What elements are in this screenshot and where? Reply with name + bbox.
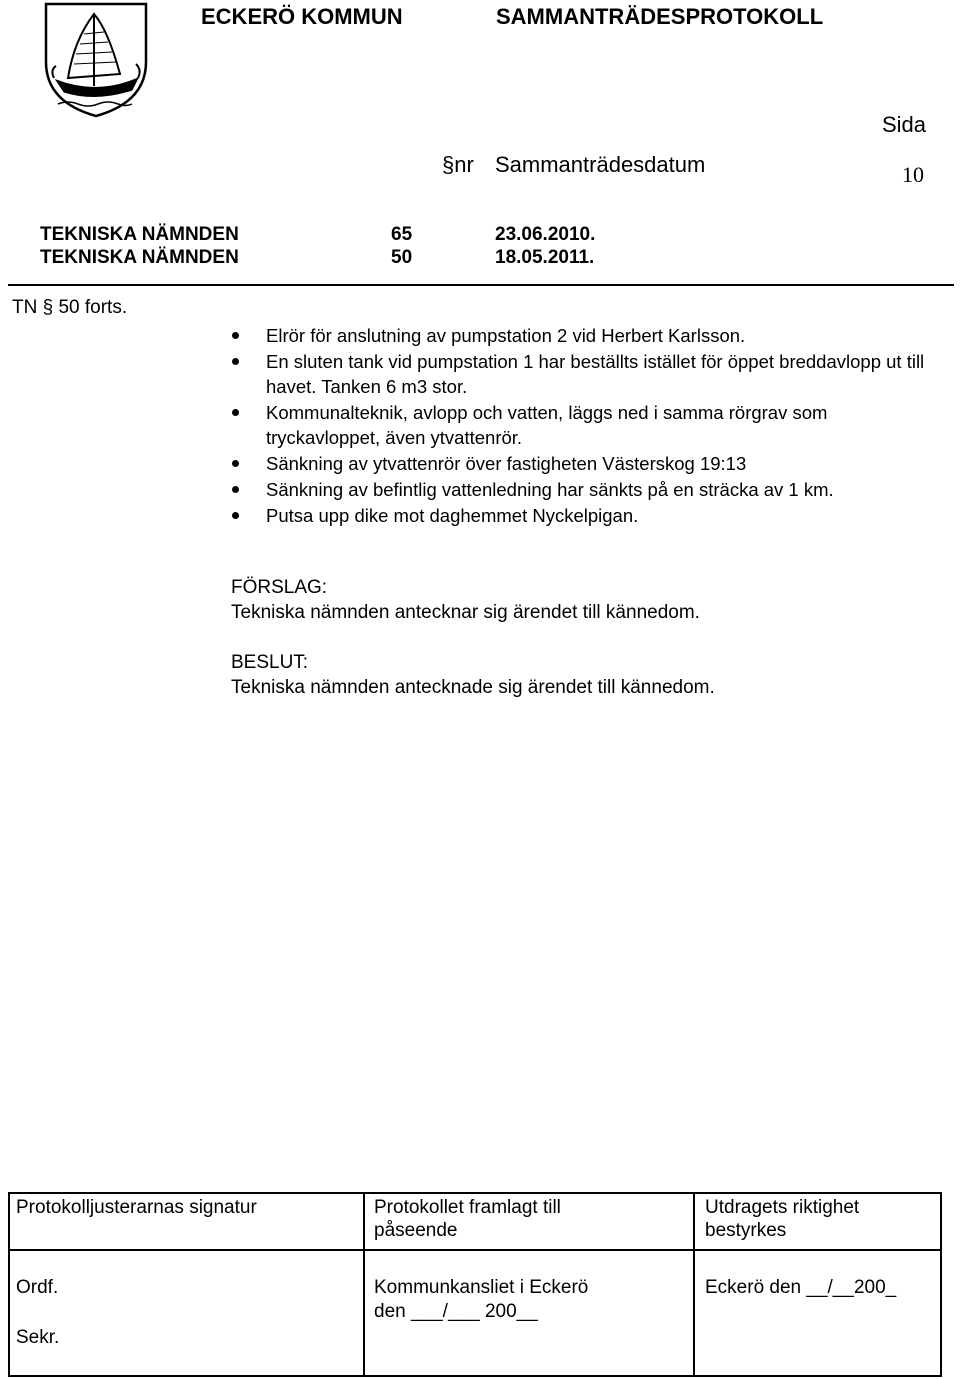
list-item: Elrör för anslutning av pumpstation 2 vid Herbert Karlsson. bbox=[230, 323, 930, 348]
signature-header: Protokolljusterarnas signatur bbox=[16, 1197, 257, 1218]
table-divider bbox=[10, 1249, 940, 1251]
proposal-text: Tekniska nämnden antecknar sig ärendet till kännedom. bbox=[231, 602, 700, 623]
municipality-logo bbox=[8, 0, 156, 120]
posted-header: påseende bbox=[374, 1220, 458, 1241]
certification-date: Eckerö den __/__200_ bbox=[705, 1277, 897, 1298]
section-reference: TN § 50 forts. bbox=[12, 297, 128, 318]
meeting-date: 23.06.2010. bbox=[495, 224, 596, 245]
decision-label: BESLUT: bbox=[231, 652, 309, 673]
list-item: En sluten tank vid pumpstation 1 har beställts istället för öppet breddavlopp ut till havet. Tanken 6 m3 stor. bbox=[230, 349, 930, 399]
meeting-body: TEKNISKA NÄMNDEN bbox=[40, 224, 239, 245]
secretary-label: Sekr. bbox=[16, 1327, 60, 1348]
decision-text: Tekniska nämnden antecknade sig ärendet till kännedom. bbox=[231, 677, 715, 698]
meeting-paragraph-nr: 50 bbox=[391, 247, 413, 268]
paragraph-number-label: §nr bbox=[442, 152, 474, 177]
table-divider bbox=[693, 1194, 695, 1375]
meeting-paragraph-nr: 65 bbox=[391, 224, 413, 245]
meeting-date: 18.05.2011. bbox=[495, 247, 595, 268]
posted-header: Protokollet framlagt till bbox=[374, 1197, 561, 1218]
municipality-name: ECKERÖ KOMMUN bbox=[201, 4, 403, 29]
certification-header: bestyrkes bbox=[705, 1220, 787, 1241]
chairman-label: Ordf. bbox=[16, 1277, 59, 1298]
list-item: Sänkning av ytvattenrör över fastigheten Västerskog 19:13 bbox=[230, 451, 930, 476]
page-label: Sida bbox=[882, 112, 927, 137]
posting-date: den ___/___ 200__ bbox=[374, 1301, 538, 1322]
list-item: Sänkning av befintlig vattenledning har sänkts på en sträcka av 1 km. bbox=[230, 477, 930, 502]
list-item: Kommunalteknik, avlopp och vatten, läggs ned i samma rörgrav som tryckavloppet, även ytvattenrör. bbox=[230, 400, 930, 450]
posting-location: Kommunkansliet i Eckerö bbox=[374, 1277, 589, 1298]
signature-table bbox=[8, 1192, 942, 1377]
meeting-date-label: Sammanträdesdatum bbox=[495, 152, 706, 177]
table-divider bbox=[363, 1194, 365, 1375]
meeting-body: TEKNISKA NÄMNDEN bbox=[40, 247, 239, 268]
proposal-label: FÖRSLAG: bbox=[231, 577, 328, 598]
bullet-list bbox=[230, 323, 930, 529]
page-number: 10 bbox=[902, 162, 924, 187]
certification-header: Utdragets riktighet bbox=[705, 1197, 860, 1218]
list-item: Putsa upp dike mot daghemmet Nyckelpigan. bbox=[230, 503, 930, 528]
document-type: SAMMANTRÄDESPROTOKOLL bbox=[496, 4, 824, 29]
header-divider bbox=[8, 284, 954, 286]
